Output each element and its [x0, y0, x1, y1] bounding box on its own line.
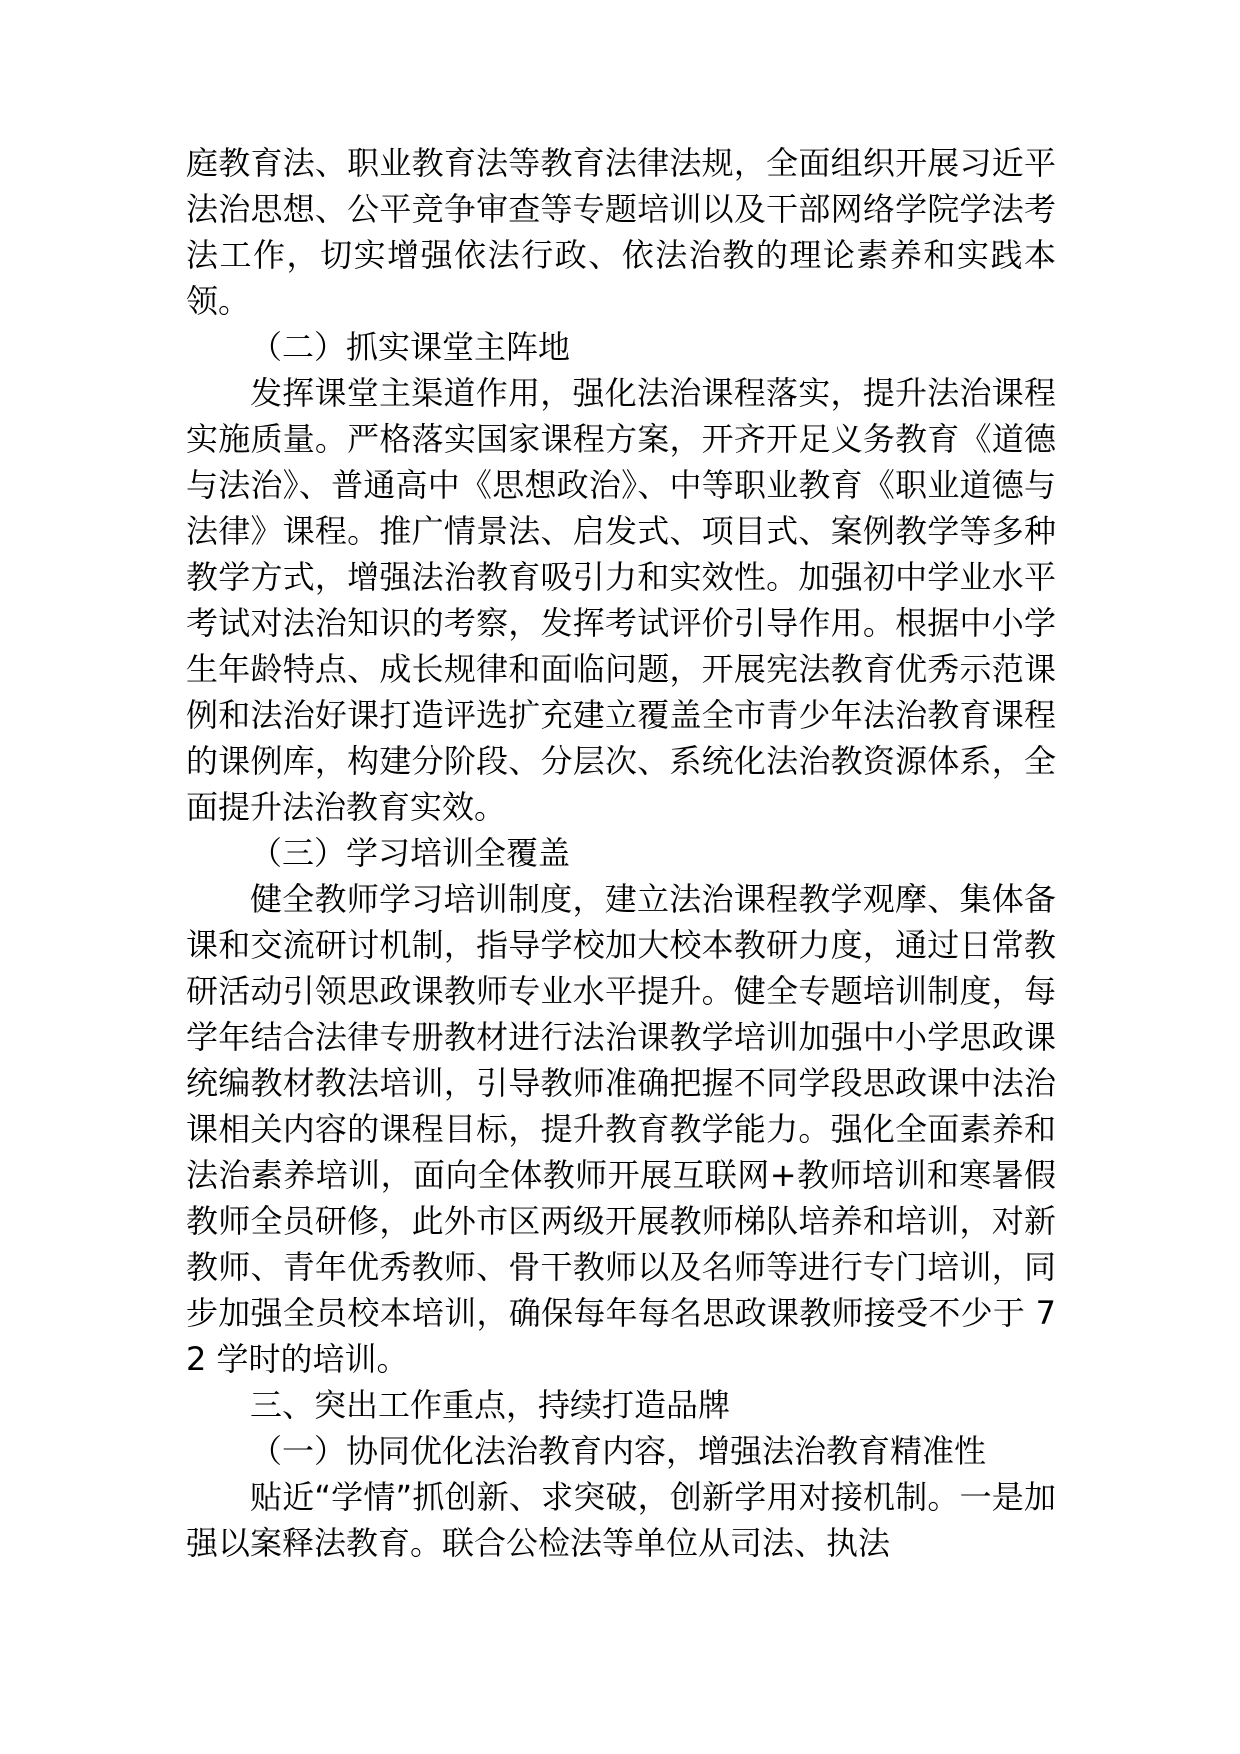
paragraph-training: 健全教师学习培训制度，建立法治课程教学观摩、集体备课和交流研讨机制，指导学校加大校本教研力度，通过日常教研活动引领思政课教师专业水平提升。健全专题培训制度，每学年结合法律专册教材进行法治课教学培训加强中小学思政课统编教材教法培训，引导教师准确把握不同学段思政课中法治课相关内容的课程目标，提升教育教学能力。强化全面素养和法治素养培训，面向全体教师开展互联网+教师培训和寒暑假教师全员研修，此外市区两级开展教师梯队培养和培训，对新教师、青年优秀教师、骨干教师以及名师等进行专门培训，同步加强全员校本培训，确保每年每名思政课教师接受不少于 72 学时的培训。 [186, 880, 1056, 1378]
subheading-2: （二）抓实课堂主阵地 [250, 328, 571, 366]
subheading-3: （三）学习培训全覆盖 [250, 834, 571, 872]
section-heading-3: 三、突出工作重点，持续打造品牌 [250, 1386, 731, 1424]
paragraph-classroom: 发挥课堂主渠道作用，强化法治课程落实，提升法治课程实施质量。严格落实国家课程方案，开齐开足义务教育《道德与法治》、普通高中《思想政治》、中等职业教育《职业道德与法律》课程。推广情景法、启发式、项目式、案例教学等多种教学方式，增强法治教育吸引力和实效性。加强初中学业水平考试对法治知识的考察，发挥考试评价引导作用。根据中小学生年龄特点、成长规律和面临问题，开展宪法教育优秀示范课例和法治好课打造评选扩充建立覆盖全市青少年法治教育课程的课例库，构建分阶段、分层次、系统化法治教资源体系，全面提升法治教育实效。 [186, 374, 1056, 826]
document-page [186, 140, 1056, 1566]
paragraph-innovation: 贴近“学情”抓创新、求突破，创新学用对接机制。一是加强以案释法教育。联合公检法等单位从司法、执法 [186, 1478, 1056, 1562]
subheading-3-1: （一）协同优化法治教育内容，增强法治教育精准性 [250, 1432, 987, 1470]
paragraph-continued: 庭教育法、职业教育法等教育法律法规，全面组织开展习近平法治思想、公平竞争审查等专题培训以及干部网络学院学法考法工作，切实增强依法行政、依法治教的理论素养和实践本领。 [186, 144, 1056, 320]
